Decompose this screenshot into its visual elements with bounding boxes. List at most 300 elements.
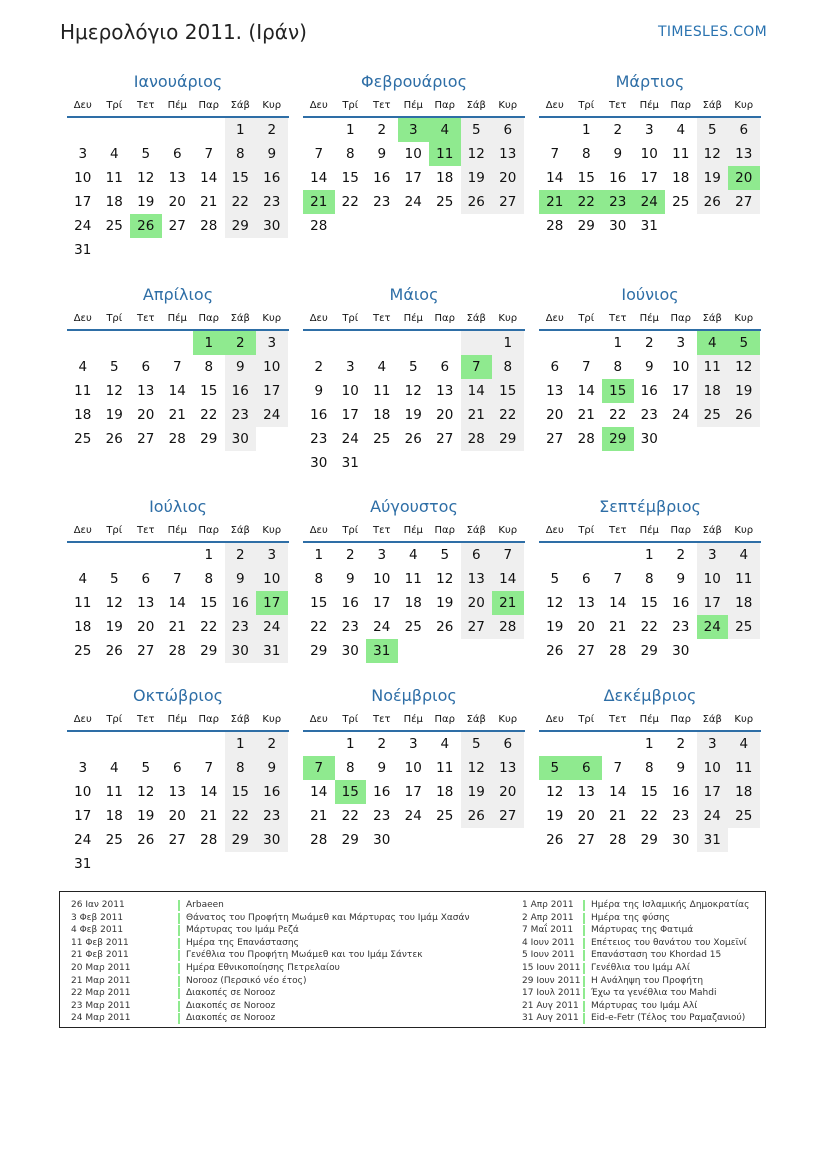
week-row <box>539 591 761 615</box>
day-cell: 19 <box>461 780 493 804</box>
day-cell: 14 <box>609 784 627 800</box>
empty-day-cell <box>398 331 430 355</box>
holiday-date: 3 Φεβ 2011 <box>71 912 124 923</box>
weekday-label: Παρ <box>198 100 219 111</box>
holiday-row <box>522 962 749 975</box>
day-cell: 25 <box>728 804 760 828</box>
day-cell: 29 <box>640 643 658 659</box>
weekday-header <box>303 710 525 732</box>
day-cell: 31 <box>256 639 288 663</box>
holiday-date: 29 Ιουν 2011 <box>522 975 581 986</box>
month-name: Οκτώβριος <box>132 686 223 705</box>
holiday-marker <box>178 988 180 999</box>
day-cell: 22 <box>225 804 257 828</box>
weekday-label: Δευ <box>73 100 92 111</box>
day-cell: 4 <box>78 571 88 587</box>
weekday-label: Τετ <box>372 313 391 324</box>
day-cell: 19 <box>697 166 729 190</box>
empty-day-cell <box>602 732 634 756</box>
day-cell: 29 <box>341 832 359 848</box>
empty-day-cell <box>335 331 367 355</box>
weekday-label: Δευ <box>545 313 564 324</box>
day-cell: 14 <box>577 383 595 399</box>
day-cell: 7 <box>581 359 591 375</box>
day-cell: 9 <box>676 760 686 776</box>
holiday-row <box>71 987 469 1000</box>
day-cell: 21 <box>609 808 627 824</box>
day-cell: 30 <box>373 832 391 848</box>
day-cell: 13 <box>577 784 595 800</box>
weekday-label: Σάβ <box>466 100 486 111</box>
day-cell: 5 <box>440 547 450 563</box>
day-cell: 14 <box>168 595 186 611</box>
holiday-day-cell: 7 <box>303 756 335 780</box>
day-cell: 21 <box>168 407 186 423</box>
day-cell: 8 <box>314 571 324 587</box>
day-cell: 28 <box>492 615 524 639</box>
day-cell: 21 <box>310 808 328 824</box>
holiday-date: 21 Φεβ 2011 <box>71 950 129 961</box>
weekday-label: Πέμ <box>403 313 423 324</box>
day-cell: 18 <box>105 194 123 210</box>
weekday-label: Κυρ <box>734 714 754 725</box>
empty-day-cell <box>492 451 524 475</box>
empty-day-cell <box>728 828 760 852</box>
empty-day-cell <box>728 214 760 238</box>
day-cell: 4 <box>676 122 686 138</box>
month-5 <box>303 281 525 475</box>
day-cell: 9 <box>345 571 355 587</box>
day-cell: 18 <box>728 591 760 615</box>
day-cell: 12 <box>461 142 493 166</box>
weekday-label: Τρί <box>106 100 123 111</box>
day-cell: 21 <box>200 194 218 210</box>
weekday-label: Πέμ <box>639 313 659 324</box>
holiday-row <box>522 987 749 1000</box>
day-cell: 22 <box>609 407 627 423</box>
day-cell: 13 <box>168 784 186 800</box>
week-row <box>67 804 289 828</box>
day-cell: 27 <box>546 431 564 447</box>
weekday-label: Τρί <box>342 313 359 324</box>
week-row <box>539 166 761 190</box>
holiday-day-cell: 23 <box>602 190 634 214</box>
day-cell: 29 <box>640 832 658 848</box>
weekday-label: Τρί <box>578 525 595 536</box>
day-cell: 13 <box>461 567 493 591</box>
holiday-row <box>522 924 749 937</box>
day-cell: 18 <box>404 595 422 611</box>
holiday-day-cell: 5 <box>539 756 571 780</box>
week-row <box>67 780 289 804</box>
day-cell: 31 <box>640 218 658 234</box>
holiday-marker <box>583 1013 585 1024</box>
day-cell: 20 <box>492 166 524 190</box>
day-cell: 15 <box>492 379 524 403</box>
day-cell: 6 <box>728 118 760 142</box>
empty-day-cell <box>429 331 461 355</box>
holiday-date: 5 Ιουν 2011 <box>522 950 575 961</box>
day-cell: 10 <box>373 571 391 587</box>
day-cell: 19 <box>436 595 454 611</box>
empty-day-cell <box>99 331 131 355</box>
day-cell: 5 <box>109 571 119 587</box>
day-cell: 20 <box>577 808 595 824</box>
holidays-list <box>59 891 766 1028</box>
weekday-header <box>67 521 289 543</box>
day-cell: 6 <box>141 359 151 375</box>
week-row <box>67 355 289 379</box>
day-cell: 16 <box>310 407 328 423</box>
day-cell: 3 <box>78 760 88 776</box>
day-cell: 23 <box>225 403 257 427</box>
holiday-row <box>71 937 469 950</box>
empty-day-cell <box>429 639 461 663</box>
empty-day-cell <box>398 451 430 475</box>
day-cell: 12 <box>105 383 123 399</box>
holiday-date: 11 Φεβ 2011 <box>71 937 129 948</box>
day-cell: 7 <box>550 146 560 162</box>
day-cell: 19 <box>137 808 155 824</box>
empty-day-cell <box>225 238 257 262</box>
weekday-header <box>67 710 289 732</box>
day-cell: 30 <box>256 214 288 238</box>
empty-day-cell <box>162 732 194 756</box>
weekday-label: Δευ <box>545 525 564 536</box>
day-cell: 17 <box>341 407 359 423</box>
day-cell: 28 <box>609 832 627 848</box>
empty-day-cell <box>162 238 194 262</box>
day-cell: 9 <box>377 146 387 162</box>
day-cell: 16 <box>341 595 359 611</box>
holiday-marker <box>178 963 180 974</box>
month-12 <box>539 682 761 852</box>
day-cell: 16 <box>373 170 391 186</box>
day-cell: 11 <box>672 146 690 162</box>
day-cell: 3 <box>697 543 729 567</box>
holiday-name: Eid-e-Fetr (Τέλος του Ραμαζανιού) <box>591 1013 746 1024</box>
weekday-label: Τετ <box>372 714 391 725</box>
holiday-date: 24 Μαρ 2011 <box>71 1013 131 1024</box>
day-cell: 2 <box>345 547 355 563</box>
day-cell: 18 <box>436 170 454 186</box>
day-cell: 22 <box>310 619 328 635</box>
day-cell: 2 <box>377 736 387 752</box>
holiday-date: 31 Αυγ 2011 <box>522 1013 579 1024</box>
holiday-date: 4 Ιουν 2011 <box>522 937 575 948</box>
month-1 <box>67 68 289 262</box>
day-cell: 20 <box>168 808 186 824</box>
day-cell: 11 <box>697 355 729 379</box>
day-cell: 6 <box>581 571 591 587</box>
day-cell: 16 <box>256 780 288 804</box>
day-cell: 30 <box>341 643 359 659</box>
day-cell: 28 <box>310 218 328 234</box>
empty-day-cell <box>728 639 760 663</box>
empty-day-cell <box>366 451 398 475</box>
weekday-label: Σάβ <box>702 714 722 725</box>
week-row <box>303 780 525 804</box>
empty-day-cell <box>99 238 131 262</box>
weekday-label: Πέμ <box>167 525 187 536</box>
empty-day-cell <box>461 331 493 355</box>
day-cell: 5 <box>550 571 560 587</box>
holiday-day-cell: 7 <box>461 355 493 379</box>
day-cell: 4 <box>408 547 418 563</box>
day-cell: 13 <box>436 383 454 399</box>
day-cell: 10 <box>404 146 422 162</box>
day-cell: 5 <box>697 118 729 142</box>
day-cell: 27 <box>137 643 155 659</box>
empty-day-cell <box>571 732 603 756</box>
day-cell: 19 <box>137 194 155 210</box>
day-cell: 19 <box>546 808 564 824</box>
day-cell: 3 <box>78 146 88 162</box>
day-cell: 18 <box>436 784 454 800</box>
weekday-label: Σάβ <box>702 100 722 111</box>
holiday-row <box>522 937 749 950</box>
week-row <box>67 756 289 780</box>
weekday-label: Σάβ <box>230 100 250 111</box>
day-cell: 8 <box>345 146 355 162</box>
weekday-label: Πέμ <box>167 100 187 111</box>
holiday-row <box>522 1012 749 1025</box>
holiday-date: 17 Ιουλ 2011 <box>522 988 581 999</box>
holiday-marker <box>583 963 585 974</box>
week-row <box>303 639 525 663</box>
holiday-marker <box>178 900 180 911</box>
day-cell: 20 <box>137 619 155 635</box>
weekday-label: Δευ <box>309 313 328 324</box>
day-cell: 18 <box>672 170 690 186</box>
week-row <box>303 355 525 379</box>
week-row <box>303 427 525 451</box>
day-cell: 5 <box>461 118 493 142</box>
holiday-row <box>71 1000 469 1013</box>
month-3 <box>539 68 761 238</box>
holiday-marker <box>583 925 585 936</box>
day-cell: 20 <box>137 407 155 423</box>
site-link[interactable]: TIMESLES.COM <box>658 24 767 40</box>
day-cell: 1 <box>314 547 324 563</box>
empty-day-cell <box>728 427 760 451</box>
day-cell: 7 <box>204 146 214 162</box>
day-cell: 29 <box>577 218 595 234</box>
holiday-name: Γενέθλια του Προφήτη Μωάμεθ και του Ιμάμ Σάντεκ <box>186 950 423 961</box>
day-cell: 1 <box>225 732 257 756</box>
weekday-label: Κυρ <box>262 313 282 324</box>
holiday-day-cell: 29 <box>602 427 634 451</box>
week-row <box>67 543 289 567</box>
empty-day-cell <box>130 238 162 262</box>
empty-day-cell <box>697 214 729 238</box>
weekday-label: Τετ <box>372 525 391 536</box>
empty-day-cell <box>99 732 131 756</box>
holiday-date: 15 Ιουν 2011 <box>522 962 581 973</box>
week-row <box>539 190 761 214</box>
weekday-label: Κυρ <box>498 100 518 111</box>
month-6 <box>539 281 761 451</box>
day-cell: 13 <box>728 142 760 166</box>
holiday-name: Η Ανάληψη του Προφήτη <box>591 975 704 986</box>
weekday-label: Παρ <box>670 313 691 324</box>
weekday-label: Παρ <box>670 525 691 536</box>
day-cell: 13 <box>492 756 524 780</box>
day-cell: 27 <box>492 804 524 828</box>
holiday-row <box>71 912 469 925</box>
empty-day-cell <box>571 543 603 567</box>
weekday-label: Τετ <box>136 525 155 536</box>
day-cell: 26 <box>546 832 564 848</box>
day-cell: 11 <box>373 383 391 399</box>
holiday-name: Διακοπές σε Norooz <box>186 1000 276 1011</box>
weekday-label: Τρί <box>106 313 123 324</box>
day-cell: 3 <box>377 547 387 563</box>
day-cell: 20 <box>461 591 493 615</box>
day-cell: 15 <box>225 166 257 190</box>
day-cell: 20 <box>168 194 186 210</box>
holidays-left-column <box>71 899 469 1025</box>
holiday-day-cell: 22 <box>571 190 603 214</box>
week-row <box>303 567 525 591</box>
weekday-label: Τετ <box>372 100 391 111</box>
day-cell: 30 <box>225 639 257 663</box>
day-cell: 3 <box>697 732 729 756</box>
month-name: Μάρτιος <box>615 72 685 91</box>
day-cell: 9 <box>256 756 288 780</box>
day-cell: 20 <box>577 619 595 635</box>
day-cell: 23 <box>341 619 359 635</box>
holiday-day-cell: 31 <box>366 639 398 663</box>
day-cell: 27 <box>137 431 155 447</box>
day-cell: 14 <box>609 595 627 611</box>
weekday-label: Δευ <box>309 525 328 536</box>
day-cell: 8 <box>644 571 654 587</box>
weekday-label: Σάβ <box>230 714 250 725</box>
day-cell: 12 <box>436 571 454 587</box>
weekday-label: Πέμ <box>639 100 659 111</box>
empty-day-cell <box>429 451 461 475</box>
day-cell: 6 <box>172 760 182 776</box>
day-cell: 31 <box>74 856 92 872</box>
month-name: Απρίλιος <box>142 285 214 304</box>
day-cell: 10 <box>256 355 288 379</box>
day-cell: 23 <box>373 194 391 210</box>
weekday-label: Παρ <box>198 313 219 324</box>
day-cell: 2 <box>256 118 288 142</box>
day-cell: 21 <box>577 407 595 423</box>
day-cell: 25 <box>436 808 454 824</box>
week-row <box>67 214 289 238</box>
weekday-label: Σάβ <box>702 313 722 324</box>
day-cell: 8 <box>225 142 257 166</box>
week-row <box>67 331 289 355</box>
weekday-label: Τετ <box>608 525 627 536</box>
weekday-label: Τρί <box>342 714 359 725</box>
weekday-label: Δευ <box>309 714 328 725</box>
day-cell: 18 <box>105 808 123 824</box>
empty-day-cell <box>67 543 99 567</box>
day-cell: 11 <box>436 760 454 776</box>
week-row <box>67 591 289 615</box>
week-row <box>539 567 761 591</box>
holiday-name: Επέτειος του θανάτου του Χομεϊνί <box>591 937 747 948</box>
day-cell: 13 <box>168 170 186 186</box>
week-row <box>303 732 525 756</box>
empty-day-cell <box>225 852 257 876</box>
empty-day-cell <box>303 118 335 142</box>
day-cell: 24 <box>74 832 92 848</box>
week-row <box>67 615 289 639</box>
holiday-day-cell: 26 <box>130 214 162 238</box>
week-row <box>67 427 289 451</box>
day-cell: 30 <box>225 427 257 451</box>
weekday-label: Παρ <box>434 100 455 111</box>
day-cell: 12 <box>546 784 564 800</box>
holiday-date: 20 Μαρ 2011 <box>71 962 131 973</box>
weekday-label: Κυρ <box>734 100 754 111</box>
day-cell: 31 <box>697 828 729 852</box>
empty-day-cell <box>398 828 430 852</box>
day-cell: 19 <box>105 619 123 635</box>
month-name: Ιούλιος <box>149 497 207 516</box>
empty-day-cell <box>461 214 493 238</box>
day-cell: 1 <box>345 122 355 138</box>
weekday-header <box>539 710 761 732</box>
day-cell: 4 <box>377 359 387 375</box>
week-row <box>539 403 761 427</box>
day-cell: 15 <box>200 595 218 611</box>
empty-day-cell <box>697 427 729 451</box>
empty-day-cell <box>492 214 524 238</box>
day-cell: 19 <box>461 166 493 190</box>
day-cell: 22 <box>200 619 218 635</box>
day-cell: 7 <box>204 760 214 776</box>
day-cell: 1 <box>581 122 591 138</box>
holiday-marker <box>583 976 585 987</box>
month-11 <box>303 682 525 852</box>
day-cell: 25 <box>105 832 123 848</box>
holiday-date: 22 Μαρ 2011 <box>71 988 131 999</box>
week-row <box>303 804 525 828</box>
day-cell: 30 <box>310 455 328 471</box>
day-cell: 23 <box>672 619 690 635</box>
weekday-label: Σάβ <box>702 525 722 536</box>
day-cell: 14 <box>546 170 564 186</box>
holidays-right-column <box>522 899 749 1025</box>
day-cell: 28 <box>609 643 627 659</box>
day-cell: 17 <box>373 595 391 611</box>
holiday-date: 21 Μαρ 2011 <box>71 975 131 986</box>
day-cell: 26 <box>461 190 493 214</box>
day-cell: 10 <box>697 567 729 591</box>
week-row <box>539 615 761 639</box>
day-cell: 15 <box>640 784 658 800</box>
holiday-name: Ημέρα της Επανάστασης <box>186 937 299 948</box>
day-cell: 3 <box>644 122 654 138</box>
day-cell: 26 <box>697 190 729 214</box>
week-row <box>67 238 289 262</box>
empty-day-cell <box>539 732 571 756</box>
day-cell: 8 <box>644 760 654 776</box>
day-cell: 18 <box>74 619 92 635</box>
weekday-label: Παρ <box>434 313 455 324</box>
day-cell: 6 <box>440 359 450 375</box>
day-cell: 10 <box>672 359 690 375</box>
month-name: Αύγουστος <box>370 497 458 516</box>
day-cell: 28 <box>200 832 218 848</box>
holiday-day-cell: 4 <box>429 118 461 142</box>
